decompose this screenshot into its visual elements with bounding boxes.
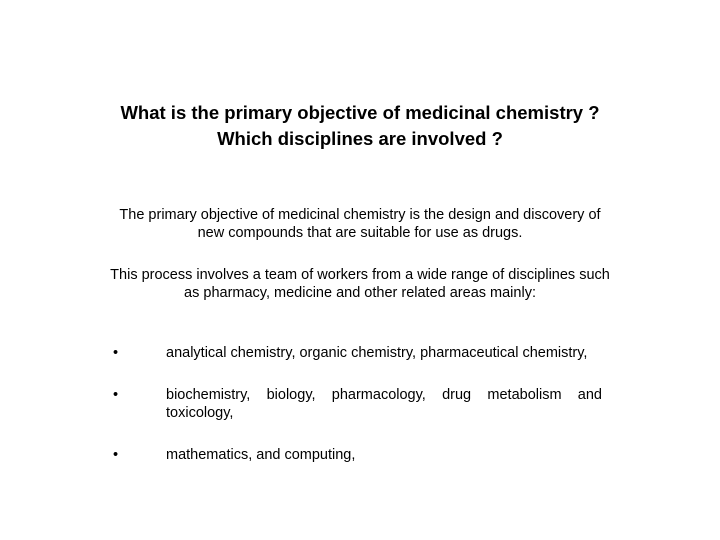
- slide-title-line-1: What is the primary objective of medicinal chemistry ?: [120, 102, 600, 123]
- list-item: [110, 386, 602, 422]
- list-item-text: mathematics, and computing,: [166, 447, 356, 463]
- bullet-icon: •: [113, 447, 119, 463]
- disciplines-intro-paragraph: This process involves a team of workers from a wide range of disciplines such as pharmacy, medicine and other related areas mainly:: [110, 267, 610, 301]
- list-item: [110, 446, 602, 464]
- slide-title: [60, 100, 660, 152]
- list-item-text: analytical chemistry, organic chemistry, pharmaceutical chemistry,: [166, 345, 588, 361]
- slide-title-line-2: Which disciplines are involved ?: [217, 128, 503, 149]
- list-item: [110, 344, 602, 362]
- objective-paragraph: The primary objective of medicinal chemistry is the design and discovery of new compounds that are suitable for use as drugs.: [119, 207, 601, 241]
- list-item-text: biochemistry, biology, pharmacology, drug metabolism and toxicology,: [166, 387, 602, 421]
- bullet-icon: •: [113, 387, 119, 403]
- bullet-icon: •: [113, 345, 119, 361]
- disciplines-list: [110, 344, 602, 464]
